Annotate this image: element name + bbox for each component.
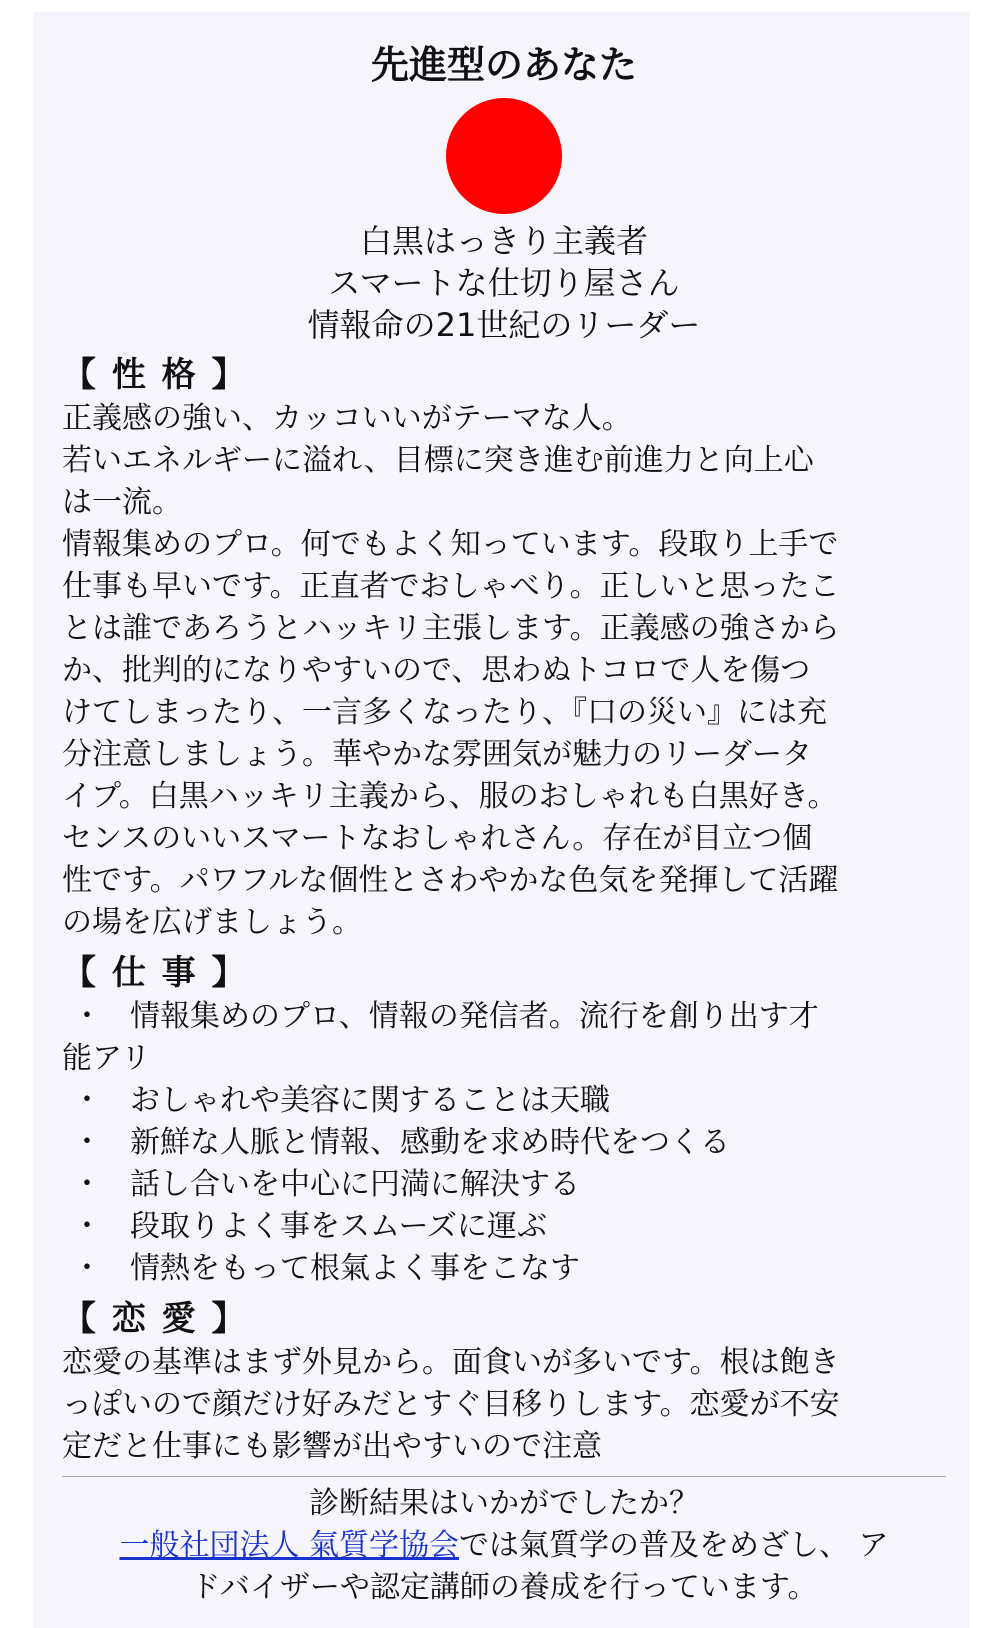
result-card [34,12,970,1628]
personality-line: 正義感の強い、カッコいいがテーマな人。 [62,401,632,436]
list-item [62,1206,946,1248]
personality-line: センスのいいスマートなおしゃれさん。存在が目立つ個 [62,821,813,856]
subtitle-1: 白黒はっきり主義者 [359,222,648,260]
bullet-icon: ・ [72,1251,102,1286]
personality-text [62,398,946,944]
red-circle-icon [446,98,562,214]
footer-question: 診断結果はいかがでしたか？ [309,1486,699,1521]
footer-line [62,1525,946,1567]
footer-last-line: ドバイザーや認定講師の養成を行っています。 [190,1570,818,1605]
personality-line: 若いエネルギーに溢れ、目標に突き進む前進力と向上心 [62,443,814,478]
work-list [62,996,946,1290]
personality-line: とは誰であろうとハッキリ主張します。正義感の強さから [62,611,840,646]
bullet-icon: ・ [72,1125,102,1160]
bullet-icon: ・ [72,999,102,1034]
list-item [62,996,946,1080]
list-item [62,1248,946,1290]
love-line: っぽいので顔だけ好みだとすぐ目移りします。恋愛が不安 [62,1387,840,1422]
personality-line: は一流。 [62,485,182,520]
result-content [62,40,946,1609]
personality-line: けてしまったり、一言多くなったり、『口の災い』には充 [62,695,827,730]
work-item-line: 情熱をもって根氣よく事をこなす [130,1251,580,1286]
subtitle-3: 情報命の21世紀のリーダー [307,306,701,344]
type-indicator [62,96,946,216]
subtitle-2: スマートな仕切り屋さん [328,264,680,302]
work-item-line: 情報集めのプロ、情報の発信者。流行を創り出す才 [130,999,819,1034]
personality-line: 性です。パワフルな個性とさわやかな色気を発揮して活躍 [62,863,839,898]
list-item [62,1122,946,1164]
work-item-text [62,996,946,1080]
personality-line: イプ。白黒ハッキリ主義から、服のおしゃれも白黒好き。 [62,779,838,814]
bullet-icon: ・ [72,1167,102,1202]
love-text [62,1342,946,1468]
love-heading: 【 恋 愛 】 [62,1299,248,1339]
personality-line: 情報集めのプロ。何でもよく知っています。段取り上手で [62,527,839,562]
personality-line: か、批判的になりやすいので、思わぬトコロで人を傷つ [62,653,811,688]
work-item-line: おしゃれや美容に関することは天職 [130,1083,610,1118]
personality-heading: 【 性 格 】 [62,355,248,395]
personality-line: 仕事も早いです。正直者でおしゃべり。正しいと思ったこ [62,569,840,604]
personality-line: 分注意しましょう。華やかな雰囲気が魅力のリーダータ [62,737,812,772]
love-line: 定だと仕事にも影響が出やすいので注意 [62,1429,602,1464]
work-item-continuation: 能アリ [62,1041,151,1076]
list-item [62,1164,946,1206]
bullet-icon: ・ [72,1083,102,1118]
personality-line: の場を広げましょう。 [62,905,362,940]
list-item [62,1080,946,1122]
love-line: 恋愛の基準はまず外見から。面食いが多いです。根は飽き [62,1345,840,1380]
work-item-line: 新鮮な人脈と情報、感動を求め時代をつくる [130,1125,730,1160]
bullet-icon: ・ [72,1209,102,1244]
divider [62,1476,946,1477]
footer [62,1483,946,1609]
subtitles [62,220,946,346]
association-link[interactable]: 一般社団法人 氣質学協会 [119,1528,459,1563]
page-title: 先進型のあなた [370,43,637,87]
work-item-line: 段取りよく事をスムーズに運ぶ [130,1209,547,1244]
work-item-line: 話し合いを中心に円満に解決する [130,1167,580,1202]
work-heading: 【 仕 事 】 [62,953,248,993]
footer-text: では氣質学の普及をめざし、 ア [459,1528,889,1563]
